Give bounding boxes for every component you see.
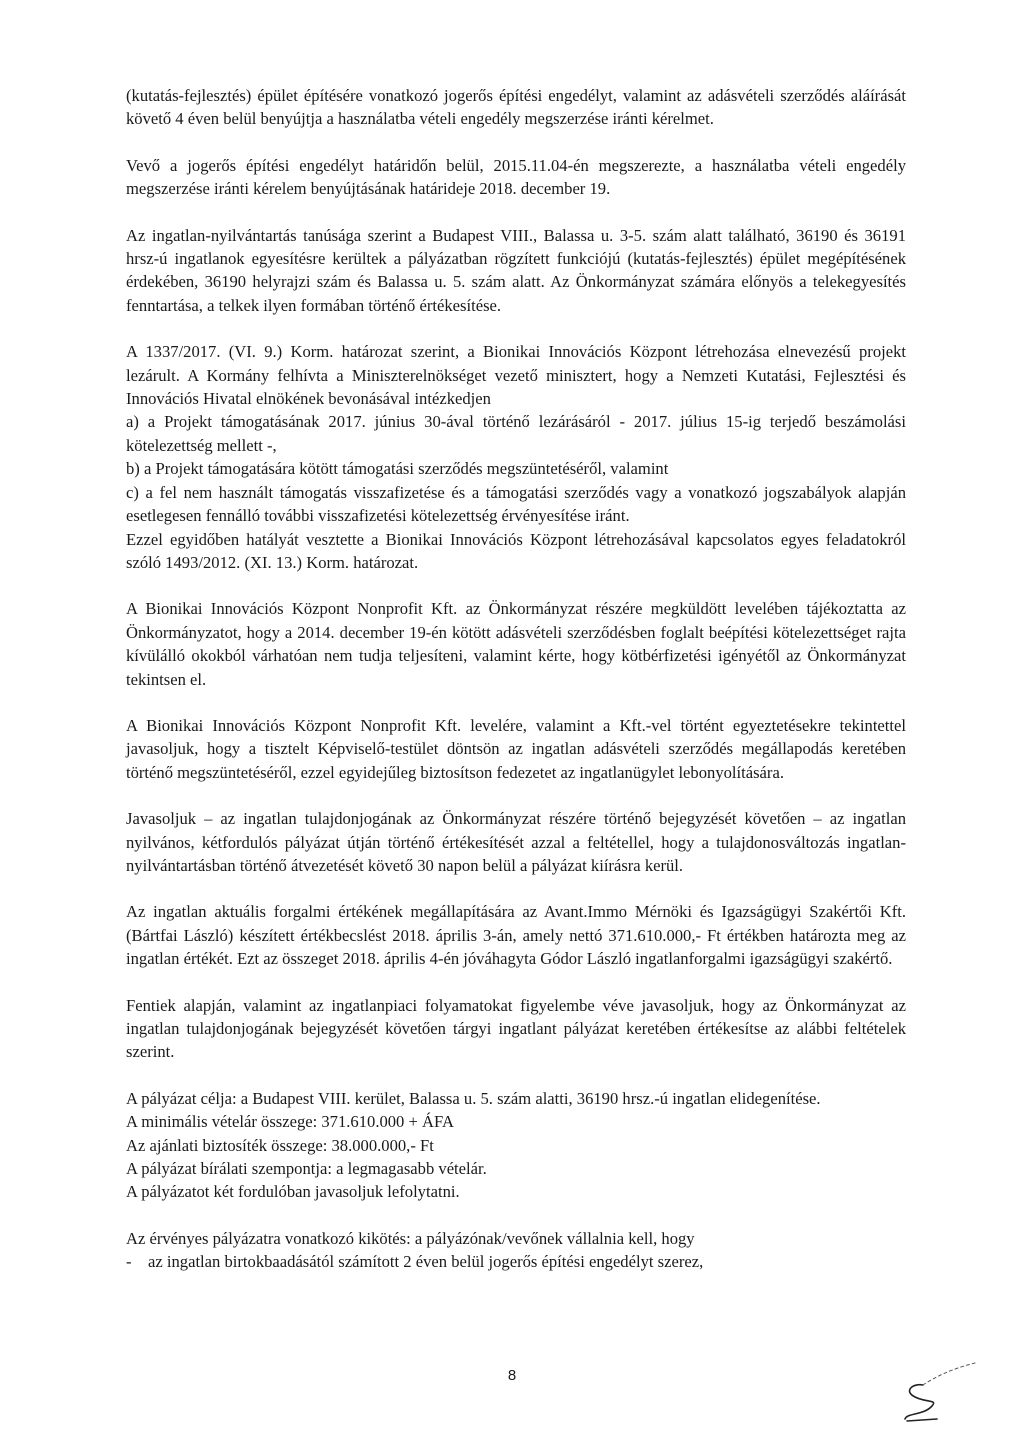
page-number: 8 xyxy=(507,1367,517,1384)
paragraph-proposal-termination: A Bionikai Innovációs Központ Nonprofit Kft. levelére, valamint a Kft.-vel történt egyeztetésekre tekintettel javasoljuk, hogy a tisztelt Képviselő-testület döntsön az ingatlan adásvételi szerződés megállapodás keretében történő megszüntetéséről, ezzel egyidejűleg biztosítson fedezetet az ingatlanügylet lebonyolítására. xyxy=(126,715,906,782)
resolution-closing: Ezzel egyidőben hatályát vesztette a Bionikai Innovációs Központ létrehozásával kapcsolatos egyes feladatokról szóló 1493/2012. (XI. 13.) Korm. határozat. xyxy=(126,529,906,572)
paragraph-bionikai-letter: A Bionikai Innovációs Központ Nonprofit Kft. az Önkormányzat részére megküldött levelében tájékoztatta az Önkormányzatot, hogy a 2014. december 19-én kötött adásvételi szerződésben foglalt beépítési kötelezettséget rajta kívülálló okokból várhatóan nem tudja teljesíteni, valamint kérte, hogy kötbérfizetési igényétől az Önkormányzat tekintsen el. xyxy=(126,599,906,689)
condition-item xyxy=(126,1250,906,1273)
document-page xyxy=(126,84,906,1274)
paragraph-proposal-tender: Javasoljuk – az ingatlan tulajdonjogának az Önkormányzat részére történő bejegyzését követően – az ingatlan nyilvános, kétfordulós pályázat útján történő értékesítését azzal a feltétellel, hogy a tulajdonosváltozás ingatlan-nyilvántartásban történő átvezetését követő 30 napon belül a pályázat kiírásra kerül. xyxy=(126,809,906,875)
tender-rounds: A pályázatot két fordulóban javasoljuk lefolytatni. xyxy=(126,1182,460,1202)
paragraph-permit-deadline: Vevő a jogerős építési engedélyt határidőn belül, 2015.11.04-én megszerezte, a használatba vételi engedély megszerzése iránti kérelem benyújtásának határideje 2018. december 19. xyxy=(126,155,906,199)
resolution-item-c: c) a fel nem használt támogatás visszafizetése és a támogatási szerződés vagy a vonatkozó jogszabályok alapján esetlegesen fennálló további visszafizetési kötelezettség érvényesítése iránt. xyxy=(126,482,906,526)
conditions-intro: Az érvényes pályázatra vonatkozó kikötés: a pályázónak/vevőnek vállalnia kell, hogy xyxy=(126,1228,695,1248)
tender-min-price: A minimális vételár összege: 371.610.000 + ÁFA xyxy=(126,1112,454,1132)
paragraph-building-permit: (kutatás-fejlesztés) épület építésére vonatkozó jogerős építési engedélyt, valamint az adásvételi szerződés aláírását követő 4 éven belül benyújtja a használatba vételi engedély megszerzése iránti kérelmet. xyxy=(126,86,906,129)
government-resolution-block xyxy=(126,340,906,574)
resolution-item-a: a) a Projekt támogatásának 2017. június 30-ával történő lezárásáról - 2017. július 15-ig terjedő beszámolási kötelezettség mellett -, xyxy=(126,412,906,455)
tender-conditions xyxy=(126,1227,906,1274)
condition-text: az ingatlan birtokbaadásától számított 2 éven belül jogerős építési engedélyt szerez, xyxy=(148,1252,704,1272)
paragraph-recommendation: Fentiek alapján, valamint az ingatlanpiaci folyamatokat figyelembe véve javasoljuk, hogy az Önkormányzat az ingatlan tulajdonjogának bejegyzését követően tárgyi ingatlant pályázat keretében értékesítse az alábbi feltételek szerint. xyxy=(126,995,906,1062)
handwritten-signature xyxy=(893,1355,983,1425)
tender-bid-security: Az ajánlati biztosíték összege: 38.000.000,- Ft xyxy=(126,1135,434,1155)
resolution-intro: A 1337/2017. (VI. 9.) Korm. határozat szerint, a Bionikai Innovációs Központ létrehozása elnevezésű projekt lezárult. A Kormány felhívta a Miniszterelnökséget vezető minisztert, hogy a Nemzeti Kutatási, Fejlesztési és Innovációs Hivatal elnökének bevonásával intézkedjen xyxy=(126,342,906,409)
paragraph-valuation: Az ingatlan aktuális forgalmi értékének megállapítására az Avant.Immo Mérnöki és Igazságügyi Szakértői Kft. (Bártfai László) készített értékbecslést 2018. április 3-án, amely nettó 371.610.000,- Ft értékben határozta meg az ingatlan értékét. Ezt az összeget 2018. április 4-én jóváhagyta Gódor László ingatlanforgalmi igazságügyi szakértő. xyxy=(126,902,906,969)
tender-goal: A pályázat célja: a Budapest VIII. kerület, Balassa u. 5. szám alatti, 36190 hrsz.-ú ingatlan elidegenítése. xyxy=(126,1088,821,1108)
list-dash: - xyxy=(126,1252,132,1272)
resolution-item-b: b) a Projekt támogatására kötött támogatási szerződés megszüntetéséről, valamint xyxy=(126,459,669,479)
tender-criterion: A pályázat bírálati szempontja: a legmagasabb vételár. xyxy=(126,1159,487,1179)
tender-details xyxy=(126,1087,906,1204)
paragraph-land-registry: Az ingatlan-nyilvántartás tanúsága szerint a Budapest VIII., Balassa u. 3-5. szám alatt található, 36190 és 36191 hrsz-ú ingatlanok egyesítésre kerültek a pályázatban rögzített funkciójú (kutatás-fejlesztés) épület megépítésének érdekében, 36190 helyrajzi szám és Balassa u. 5. szám alatt. Az Önkormányzat számára előnyös a telekegyesítés fenntartása, a telkek ilyen formában történő értékesítése. xyxy=(126,225,906,315)
